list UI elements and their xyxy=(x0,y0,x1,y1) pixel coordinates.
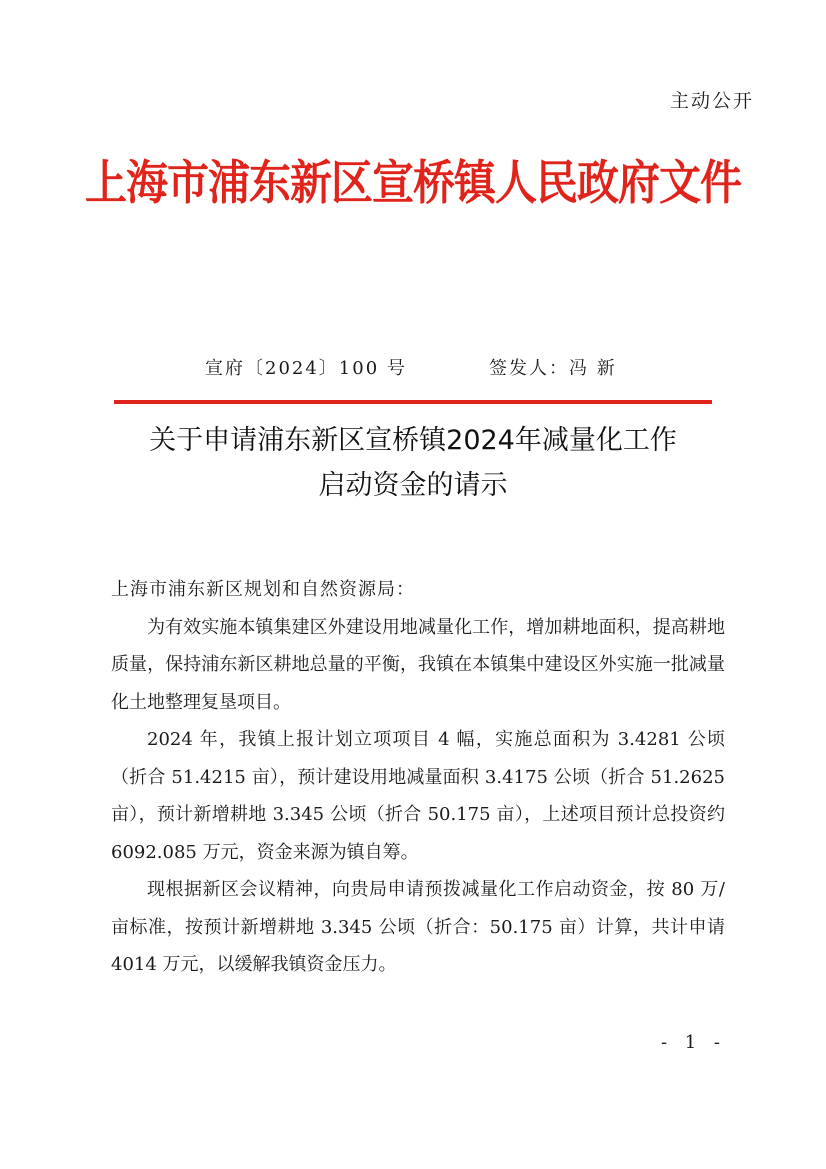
title-line-1: 关于申请浦东新区宣桥镇2024年减量化工作 xyxy=(149,425,677,456)
disclosure-label: 主动公开 xyxy=(669,90,754,112)
paragraph: 现根据新区会议精神，向贵局申请预拨减量化工作启动资金，按 80 万/亩标准，按预计新增耕地 3.345 公顷（折合：50.175 亩）计算，共计申请 4014 万元，以缓解我镇资金压力。 xyxy=(111,879,725,975)
paragraph: 为有效实施本镇集建区外建设用地减量化工作，增加耕地面积，提高耕地质量，保持浦东新区耕地总量的平衡，我镇在本镇集中建设区外实施一批减量化土地整理复垦项目。 xyxy=(111,616,725,713)
page-number: - 1 - xyxy=(660,1032,726,1053)
document-title xyxy=(0,418,826,508)
signer-name: 冯 新 xyxy=(569,358,617,379)
document-number: 宣府〔2024〕100 号 xyxy=(205,358,407,379)
red-separator-line xyxy=(114,400,712,404)
title-line-2: 启动资金的请示 xyxy=(318,470,508,501)
signer xyxy=(489,354,617,380)
document-body xyxy=(111,571,725,984)
paragraph: 2024 年，我镇上报计划立项项目 4 幅，实施总面积为 3.4281 公顷（折合 51.4215 亩），预计建设用地减量面积 3.4175 公顷（折合 51.2625 亩），预计新增耕地 3.345 公顷（折合 50.175 亩），上述项目预计总投资约 6092.085 万元，资金来源为镇自筹。 xyxy=(111,729,725,863)
signer-label: 签发人： xyxy=(489,358,569,379)
salutation: 上海市浦东新区规划和自然资源局： xyxy=(111,579,415,600)
issuing-authority-title: 上海市浦东新区宣桥镇人民政府文件 xyxy=(84,155,741,211)
